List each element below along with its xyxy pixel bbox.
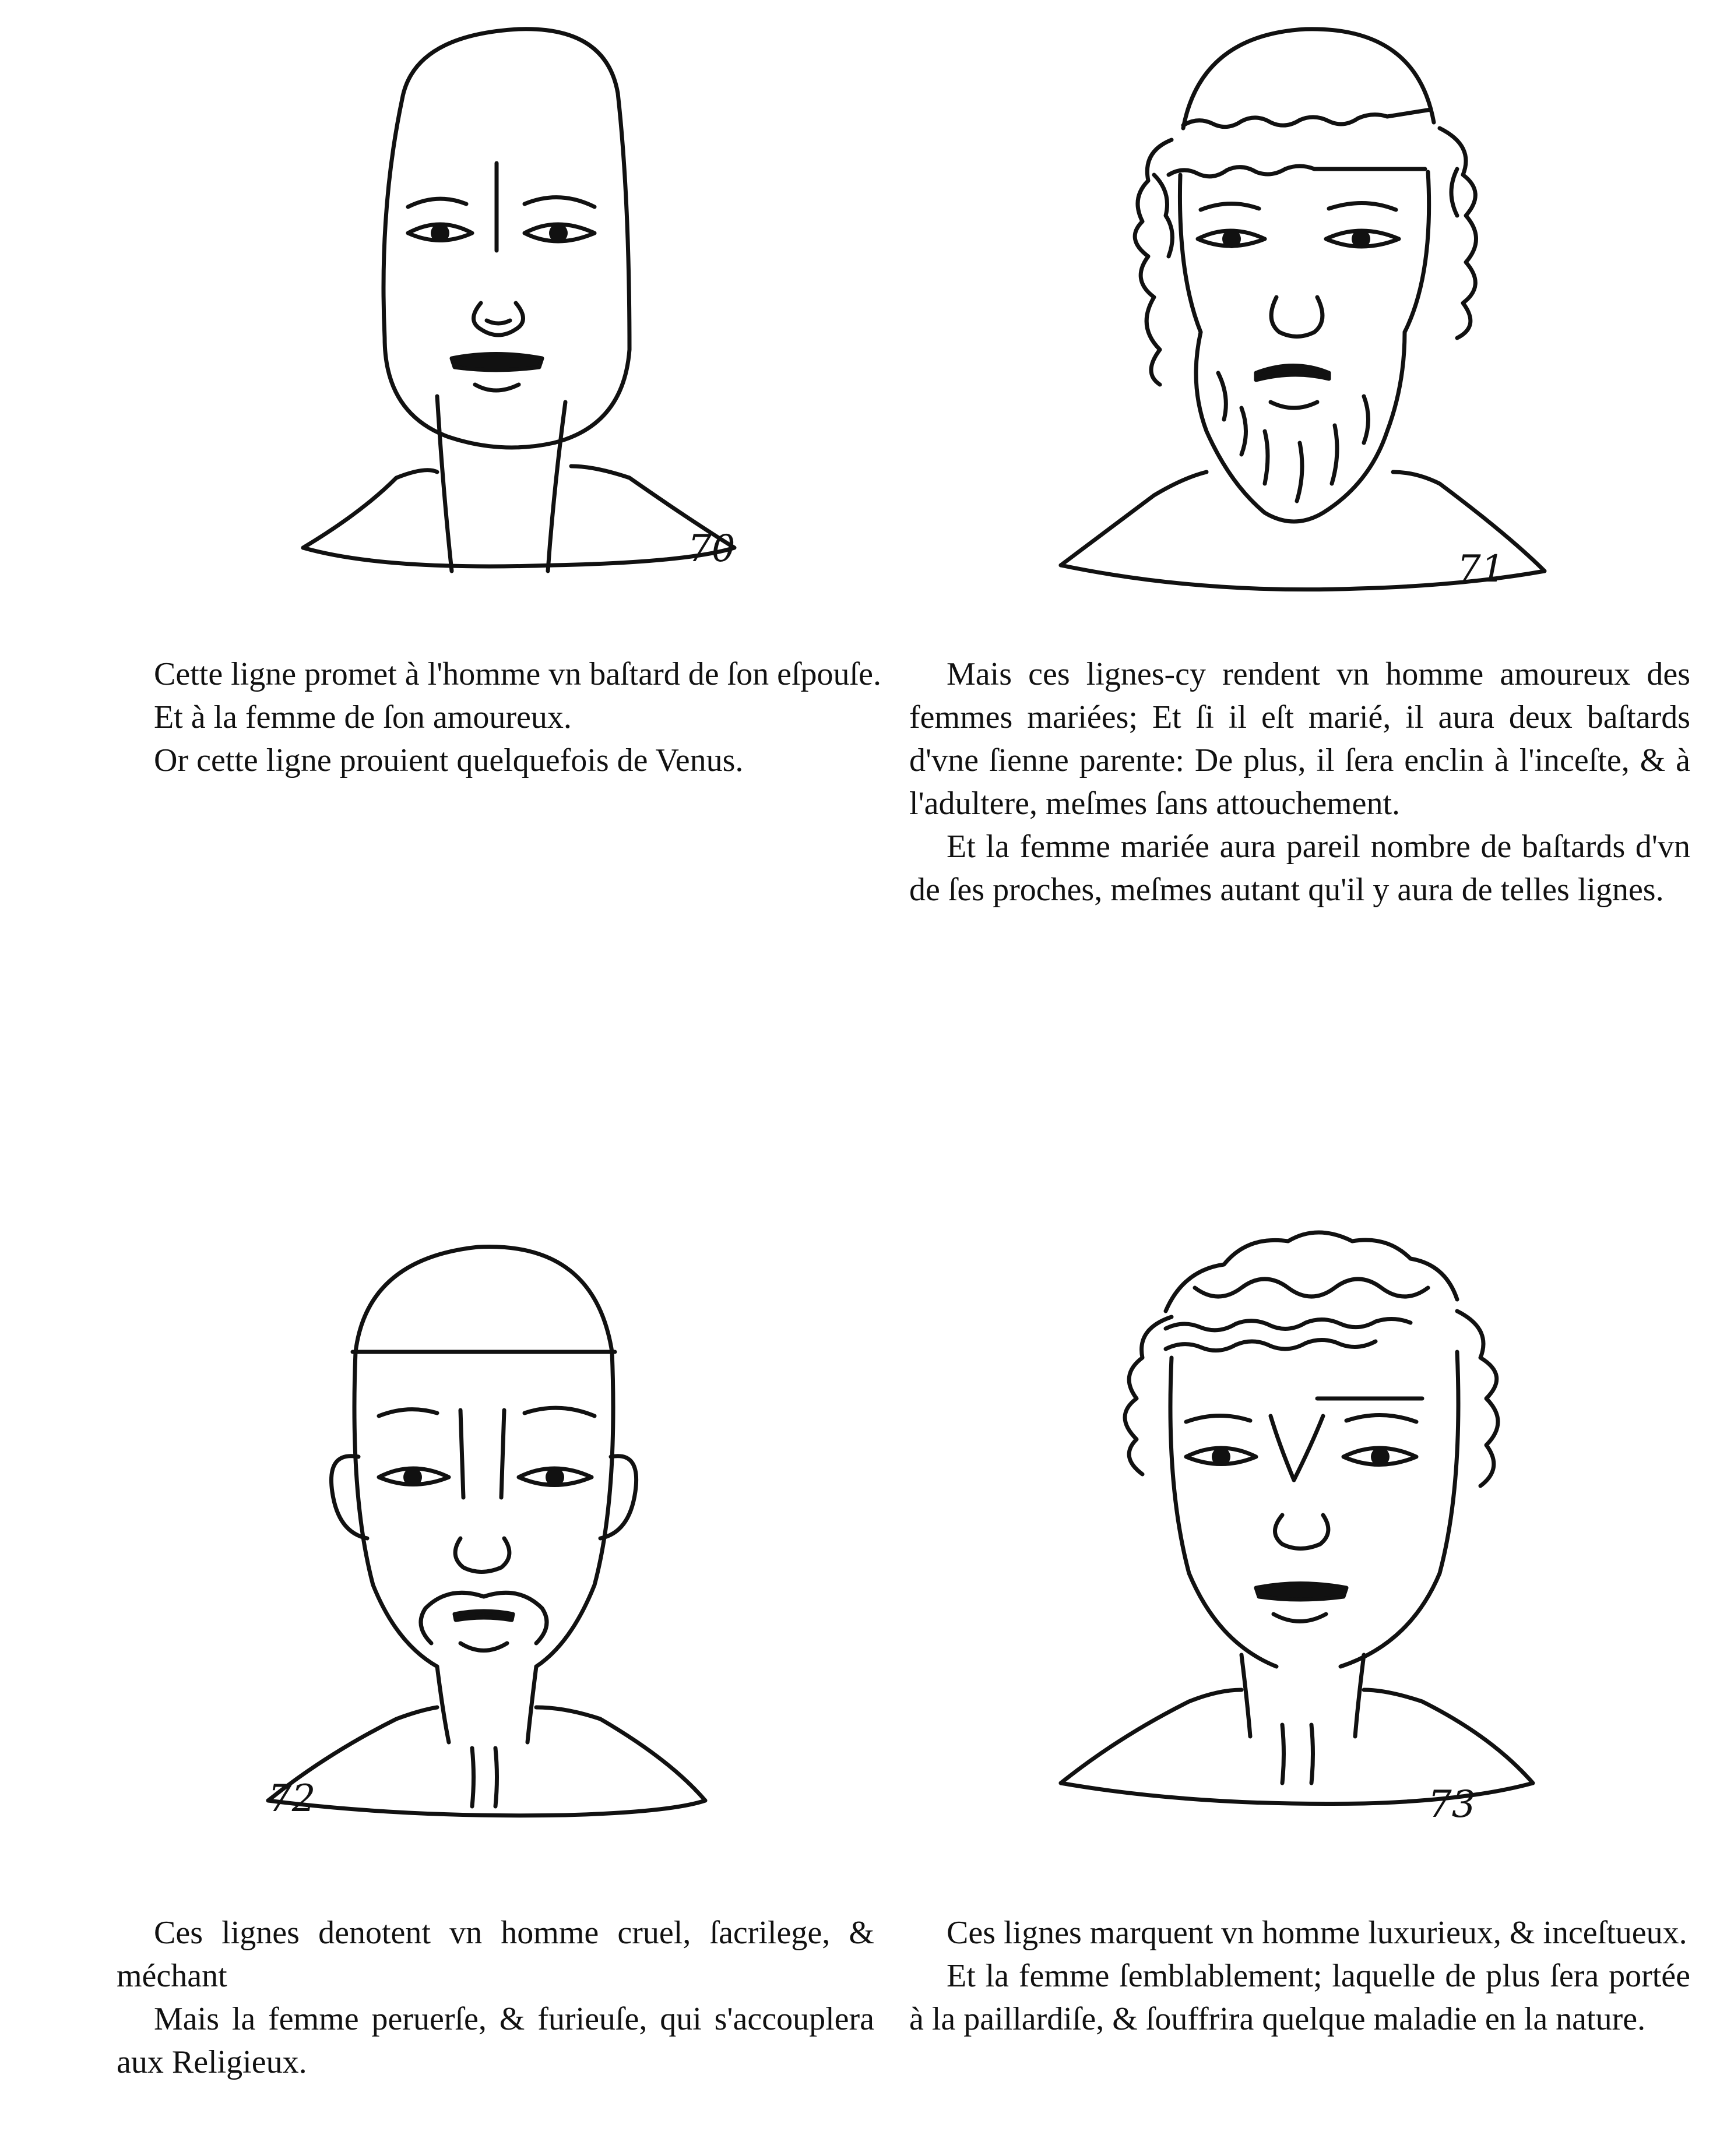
- plate-number-71: 71: [1457, 548, 1505, 591]
- caption-70-line-1: Cette ligne promet à l'homme vn baſtard de ſon eſpouſe.: [154, 656, 881, 692]
- caption-70: [117, 653, 886, 782]
- caption-73-line-1: Ces lignes marquent vn homme luxurieux, & inceſtueux.: [947, 1915, 1687, 1951]
- plate-number-72: 72: [268, 1777, 316, 1820]
- plate-number-70: 70: [688, 527, 736, 570]
- caption-71-line-1: Mais ces lignes-cy rendent vn homme amoureux des femmes mariées; Et ſi il eſt marié, il aura deux baſtards d'vne ſienne parente: De plus, il ſera enclin à l'inceſte, & à l'adultere, meſmes ſans attouchement.: [909, 656, 1690, 822]
- caption-70-line-3: Or cette ligne prouient quelquefois de Venus.: [154, 742, 744, 778]
- caption-72-line-1: Ces lignes denotent vn homme cruel, ſacrilege, & méchant: [117, 1915, 874, 1994]
- caption-73: [909, 1911, 1690, 2041]
- face-illustration-71: [1055, 23, 1713, 606]
- caption-73-line-2: Et la femme ſemblablement; laquelle de plus ſera portée à la paillardiſe, & ſouffrira quelque maladie en la nature.: [909, 1958, 1690, 2037]
- caption-71: [909, 653, 1690, 911]
- caption-72-line-2: Mais la femme peruerſe, & furieuſe, qui s'accouplera aux Religieux.: [117, 2001, 874, 2080]
- face-illustration-72: [262, 1235, 1020, 1818]
- caption-70-line-2: Et à la femme de ſon amoureux.: [154, 699, 572, 735]
- caption-71-line-2: Et la femme mariée aura pareil nombre de baſtards d'vn de ſes proches, meſmes autant qu'il y aura de telles lignes.: [909, 829, 1690, 908]
- face-illustration-73: [1049, 1224, 1713, 1806]
- caption-72: [117, 1911, 874, 2084]
- plate-number-73: 73: [1428, 1783, 1476, 1826]
- face-illustration-70: [280, 23, 1037, 606]
